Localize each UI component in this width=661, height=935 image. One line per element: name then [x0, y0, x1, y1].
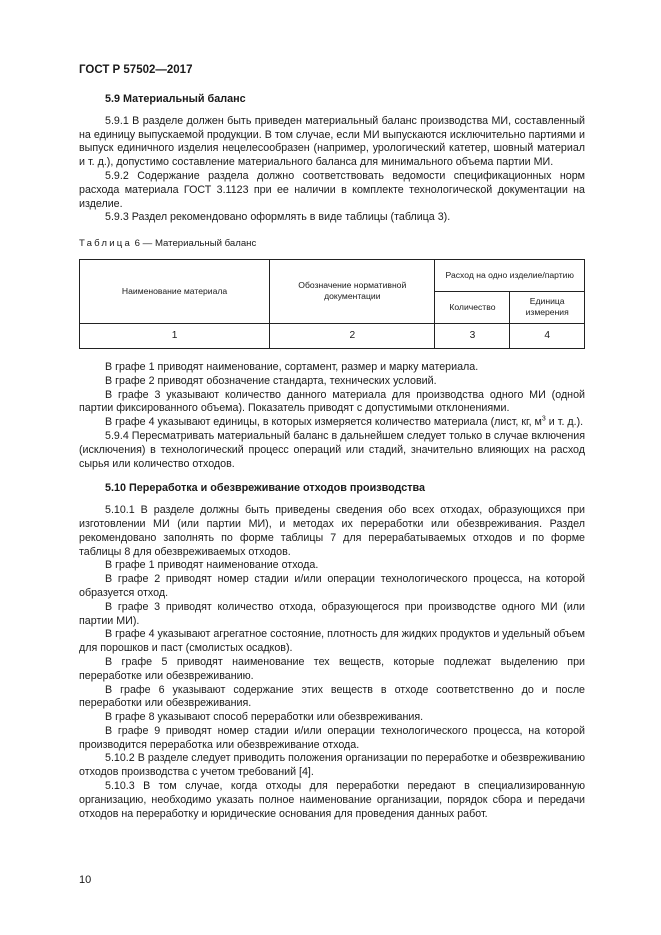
paragraph-5-10-3: 5.10.3 В том случае, когда отходы для переработки передают в специализированную организацию, необходимо указать полное наименование организации, порядок сбора и передачи отходов на переработку и юридические основания для проведения данных работ.: [79, 780, 585, 820]
waste-column-5-description: В графе 5 приводят наименование тех веществ, которые подлежат выделению при переработке или обезвреживанию.: [79, 655, 585, 682]
table-column-number: 1: [80, 323, 270, 348]
table-header-normative-doc: Обозначение нормативной документации: [270, 259, 435, 323]
waste-column-8-description: В графе 8 указывают способ переработки или обезвреживания.: [105, 711, 424, 724]
paragraph-5-9-1: 5.9.1 В разделе должен быть приведен материальный баланс производства МИ, составленный на единицу выпускаемой продукции. В том случае, если МИ выпускаются исключительно партиями и выпуск единичного изделия нецелесообразен (например, урологический катетер, шовный материал и т. д.), допустимо составление материального баланса для минимального объема партии МИ.: [79, 114, 585, 169]
waste-column-6-description: В графе 6 указывают содержание этих веществ в отходе соответственно до и после переработки или обезвреживания.: [79, 683, 585, 710]
table-caption-text: 6 — Материальный баланс: [132, 238, 257, 250]
table-header-material-name: Наименование материала: [80, 259, 270, 323]
page-content: [79, 93, 585, 821]
waste-column-1-description: В графе 1 приводят наименование отхода.: [105, 559, 319, 572]
column-1-description: В графе 1 приводят наименование, сортамент, размер и марку материала.: [105, 360, 479, 373]
paragraph-5-9-2: 5.9.2 Содержание раздела должно соответствовать ведомости спецификационных норм расхода материала ГОСТ 3.1123 при ее наличии в комплекте технологической документации на изделие.: [79, 169, 585, 210]
document-header: ГОСТ Р 57502—2017: [79, 64, 193, 76]
section-heading-5-10: 5.10 Переработка и обезвреживание отходов производства: [105, 482, 426, 495]
paragraph-5-10-1: 5.10.1 В разделе должны быть приведены сведения обо всех отходах, образующихся при изготовлении МИ (или партии МИ), и методах их переработки или обезвреживания. Раздел рекомендовано заполнять по форме таблицы 7 для перерабатываемых отходов и по форме таблицы 8 для обезвреживаемых отходов.: [79, 504, 585, 558]
table-column-number: 3: [435, 323, 510, 348]
waste-column-3-description: В графе 3 приводят количество отхода, образующегося при производстве одного МИ (или партии МИ).: [79, 600, 585, 627]
waste-column-9-description: В графе 9 приводят номер стадии и/или операции технологического процесса, на которой производится переработка или обезвреживание отхода.: [79, 724, 585, 751]
paragraph-5-9-3: 5.9.3 Раздел рекомендовано оформлять в виде таблицы (таблица 3).: [105, 211, 451, 224]
table-header-quantity: Количество: [435, 291, 510, 323]
section-heading-5-9: 5.9 Материальный баланс: [105, 93, 246, 105]
paragraph-5-9-4: 5.9.4 Пересматривать материальный баланс в дальнейшем следует только в случае включения (исключения) в технологический процесс операций или стадий, значительно влияющих на расход сырья или количество отходов.: [79, 429, 585, 470]
table-column-number: 4: [510, 323, 585, 348]
table-header-consumption: Расход на одно изделие/партию: [435, 259, 585, 291]
column-4-description: [79, 416, 585, 430]
waste-column-4-description: В графе 4 указывают агрегатное состояние, плотность для жидких продуктов и удельный объем для порошков и паст (смолистых осадков).: [79, 628, 585, 655]
column-4-text: В графе 4 указывают единицы, в которых измеряется количество материала (лист, кг, м: [105, 416, 542, 429]
column-4-text-end: и т. д.).: [545, 416, 584, 429]
table-caption: [79, 237, 585, 251]
table-column-number: 2: [270, 323, 435, 348]
waste-column-2-description: В графе 2 приводят номер стадии и/или операции технологического процесса, на которой образуется отход.: [79, 573, 585, 599]
paragraph-5-10-2: 5.10.2 В разделе следует приводить положения организации по переработке и обезвреживанию отходов производства с учетом требований [4].: [79, 752, 585, 779]
table-caption-prefix: Таблица: [79, 238, 133, 250]
column-2-description: В графе 2 приводят обозначение стандарта, технических условий.: [105, 374, 437, 387]
material-balance-table: [79, 259, 585, 349]
column-3-description: В графе 3 указывают количество данного материала для производства одного МИ (одной партии фиксированного объема). Показатель приводят с допустимыми отклонениями.: [79, 388, 585, 415]
table-header-unit: Единица измерения: [510, 291, 585, 323]
superscript: 3: [541, 415, 546, 423]
page-number: 10: [79, 874, 92, 886]
